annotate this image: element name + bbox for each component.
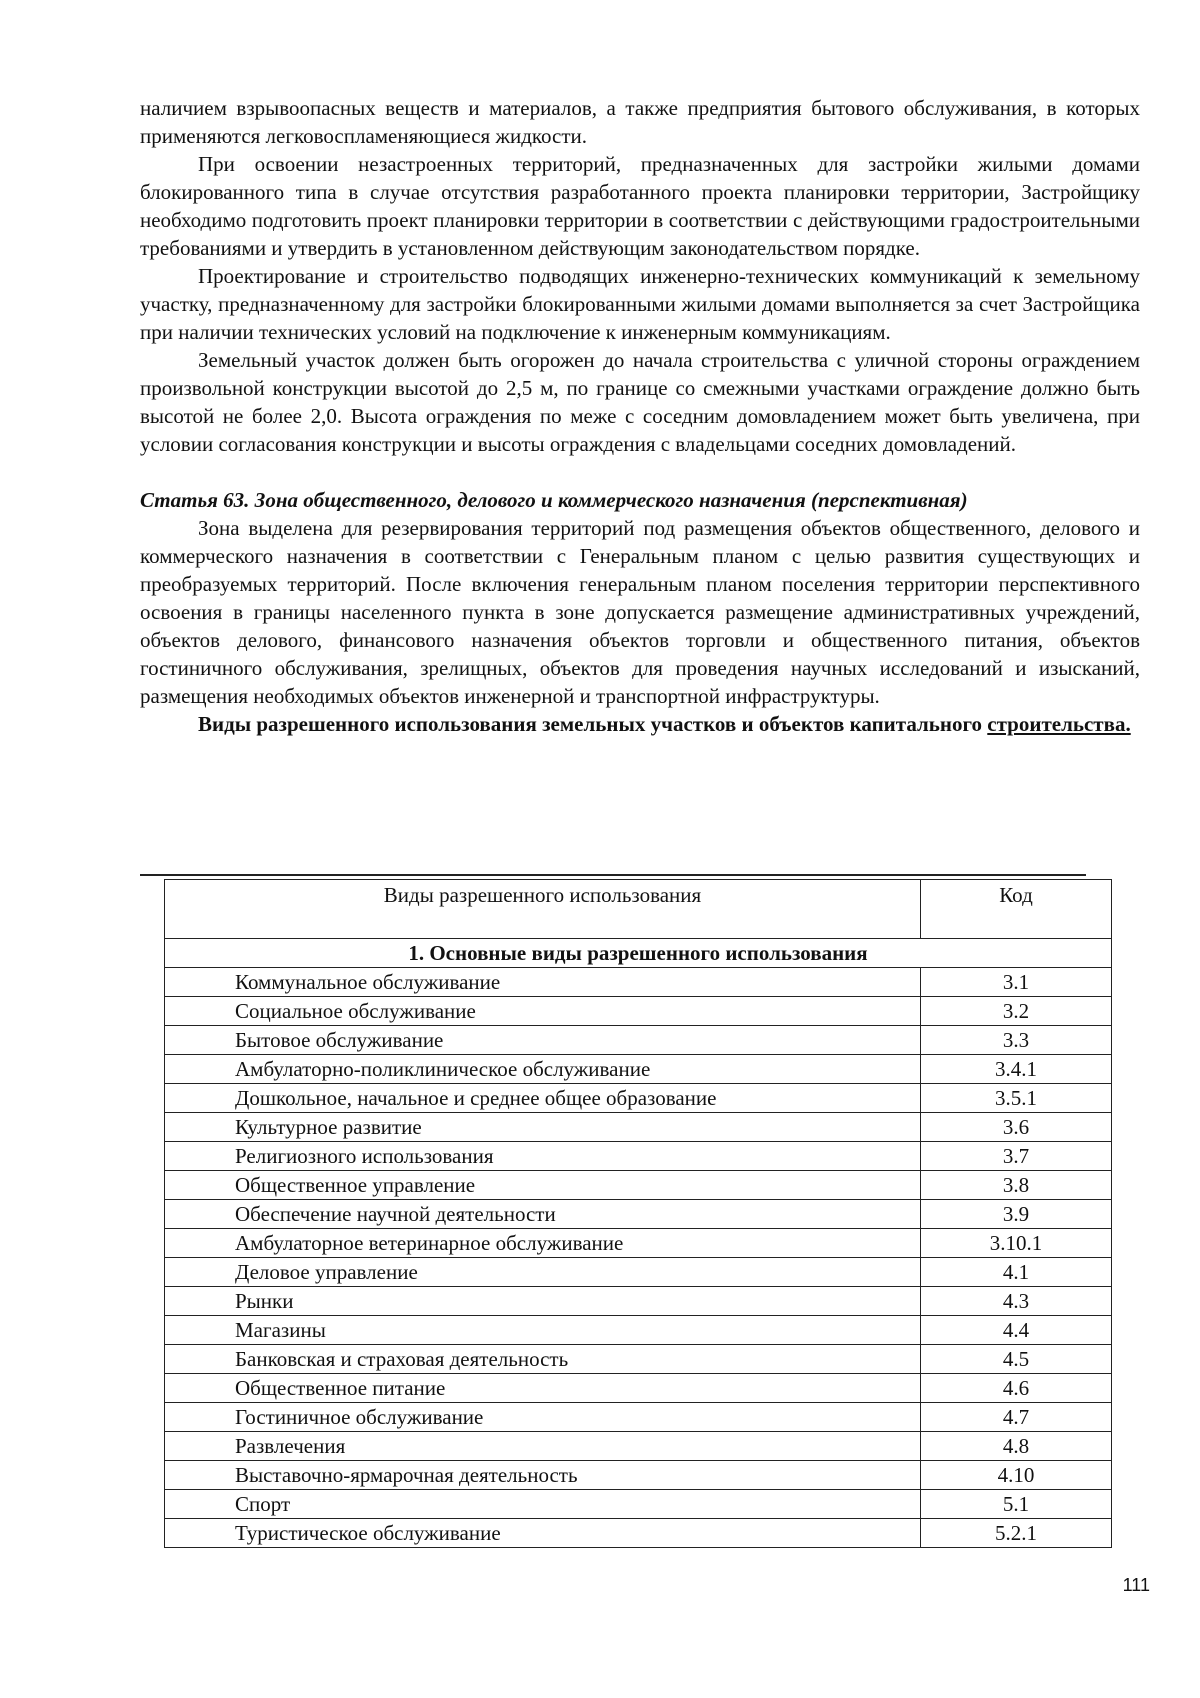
usage-name: Социальное обслуживание <box>165 997 921 1026</box>
usage-table <box>164 879 1112 1548</box>
usage-code: 4.6 <box>921 1374 1112 1403</box>
usage-code: 3.3 <box>921 1026 1112 1055</box>
table-row <box>165 1229 1112 1258</box>
table-title-line: Виды разрешенного использования земельных участков и объектов капитального <box>198 712 988 736</box>
table-row <box>165 1490 1112 1519</box>
page-number: 111 <box>1122 1575 1150 1595</box>
usage-code: 4.7 <box>921 1403 1112 1432</box>
body-text <box>140 94 1140 738</box>
usage-code: 5.1 <box>921 1490 1112 1519</box>
usage-name: Бытовое обслуживание <box>165 1026 921 1055</box>
usage-code: 3.9 <box>921 1200 1112 1229</box>
usage-code: 3.2 <box>921 997 1112 1026</box>
usage-code: 3.1 <box>921 968 1112 997</box>
usage-code: 4.10 <box>921 1461 1112 1490</box>
table-row <box>165 1113 1112 1142</box>
usage-code: 3.8 <box>921 1171 1112 1200</box>
table-row <box>165 1055 1112 1084</box>
table-row <box>165 1258 1112 1287</box>
table-title-end: строительства. <box>987 712 1131 736</box>
usage-name: Выставочно-ярмарочная деятельность <box>165 1461 921 1490</box>
table-row <box>165 968 1112 997</box>
usage-code: 5.2.1 <box>921 1519 1112 1548</box>
table-title <box>140 710 1140 738</box>
usage-name: Амбулаторно-поликлиническое обслуживание <box>165 1055 921 1084</box>
usage-code: 4.4 <box>921 1316 1112 1345</box>
usage-code: 3.4.1 <box>921 1055 1112 1084</box>
table-row <box>165 1403 1112 1432</box>
usage-name: Туристическое обслуживание <box>165 1519 921 1548</box>
table-row <box>165 997 1112 1026</box>
paragraph: При освоении незастроенных территорий, предназначенных для застройки жилыми домами блокированного типа в случае отсутствия разработанного проекта планировки территории, Застройщику необходимо подготовить проект планировки территории в соответствии с действующими градостроительными требованиями и утвердить в установленном действующим законодательством порядке. <box>140 152 1140 260</box>
usage-code: 4.3 <box>921 1287 1112 1316</box>
usage-code: 3.5.1 <box>921 1084 1112 1113</box>
usage-name: Деловое управление <box>165 1258 921 1287</box>
table-row <box>165 1026 1112 1055</box>
table-row <box>165 1432 1112 1461</box>
paragraph: Земельный участок должен быть огорожен до начала строительства с уличной стороны ограждением произвольной конструкции высотой до 2,5 м, по границе со смежными участками ограждение должно быть высотой не более 2,0. Высота ограждения по меже с соседним домовладением может быть увеличена, при условии согласования конструкции и высоты ограждения с владельцами соседних домовладений. <box>140 348 1140 456</box>
table-row <box>165 1345 1112 1374</box>
header-code: Код <box>921 880 1112 939</box>
usage-name: Гостиничное обслуживание <box>165 1403 921 1432</box>
usage-name: Развлечения <box>165 1432 921 1461</box>
usage-name: Культурное развитие <box>165 1113 921 1142</box>
table-row <box>165 1519 1112 1548</box>
header-usage: Виды разрешенного использования <box>165 880 921 939</box>
section-heading: 1. Основные виды разрешенного использования <box>165 939 1112 968</box>
table-row <box>165 1200 1112 1229</box>
usage-name: Обеспечение научной деятельности <box>165 1200 921 1229</box>
usage-name: Банковская и страховая деятельность <box>165 1345 921 1374</box>
usage-name: Религиозного использования <box>165 1142 921 1171</box>
table-row <box>165 1287 1112 1316</box>
usage-name: Амбулаторное ветеринарное обслуживание <box>165 1229 921 1258</box>
article-heading: Статья 63. Зона общественного, делового и коммерческого назначения (перспективная) <box>140 488 968 512</box>
usage-name: Общественное управление <box>165 1171 921 1200</box>
table-row <box>165 1461 1112 1490</box>
paragraph: Проектирование и строительство подводящих инженерно-технических коммуникаций к земельному участку, предназначенному для застройки блокированными жилыми домами выполняется за счет Застройщика при наличии технических условий на подключение к инженерным коммуникациям. <box>140 264 1140 344</box>
usage-name: Рынки <box>165 1287 921 1316</box>
usage-code: 3.7 <box>921 1142 1112 1171</box>
title-underline <box>140 874 1086 876</box>
usage-name: Коммунальное обслуживание <box>165 968 921 997</box>
usage-name: Дошкольное, начальное и среднее общее образование <box>165 1084 921 1113</box>
table-row <box>165 1084 1112 1113</box>
usage-code: 3.6 <box>921 1113 1112 1142</box>
usage-code: 4.1 <box>921 1258 1112 1287</box>
table-row <box>165 1171 1112 1200</box>
usage-name: Спорт <box>165 1490 921 1519</box>
paragraph: наличием взрывоопасных веществ и материалов, а также предприятия бытового обслуживания, в которых применяются легковоспламеняющиеся жидкости. <box>140 96 1140 148</box>
usage-code: 4.5 <box>921 1345 1112 1374</box>
usage-code: 4.8 <box>921 1432 1112 1461</box>
table-row <box>165 1374 1112 1403</box>
usage-name: Общественное питание <box>165 1374 921 1403</box>
usage-name: Магазины <box>165 1316 921 1345</box>
table-row <box>165 1316 1112 1345</box>
usage-code: 3.10.1 <box>921 1229 1112 1258</box>
table-row <box>165 1142 1112 1171</box>
article-text: Зона выделена для резервирования территорий под размещения объектов общественного, делового и коммерческого назначения в соответствии с Генеральным планом с целью развития существующих и преобразуемых территорий. После включения генеральным планом поселения территории перспективного освоения в границы населенного пункта в зоне допускается размещение административных учреждений, объектов делового, финансового назначения объектов торговли и общественного питания, объектов гостиничного обслуживания, зрелищных, объектов для проведения научных исследований и изысканий, размещения необходимых объектов инженерной и транспортной инфраструктуры. <box>140 516 1140 708</box>
